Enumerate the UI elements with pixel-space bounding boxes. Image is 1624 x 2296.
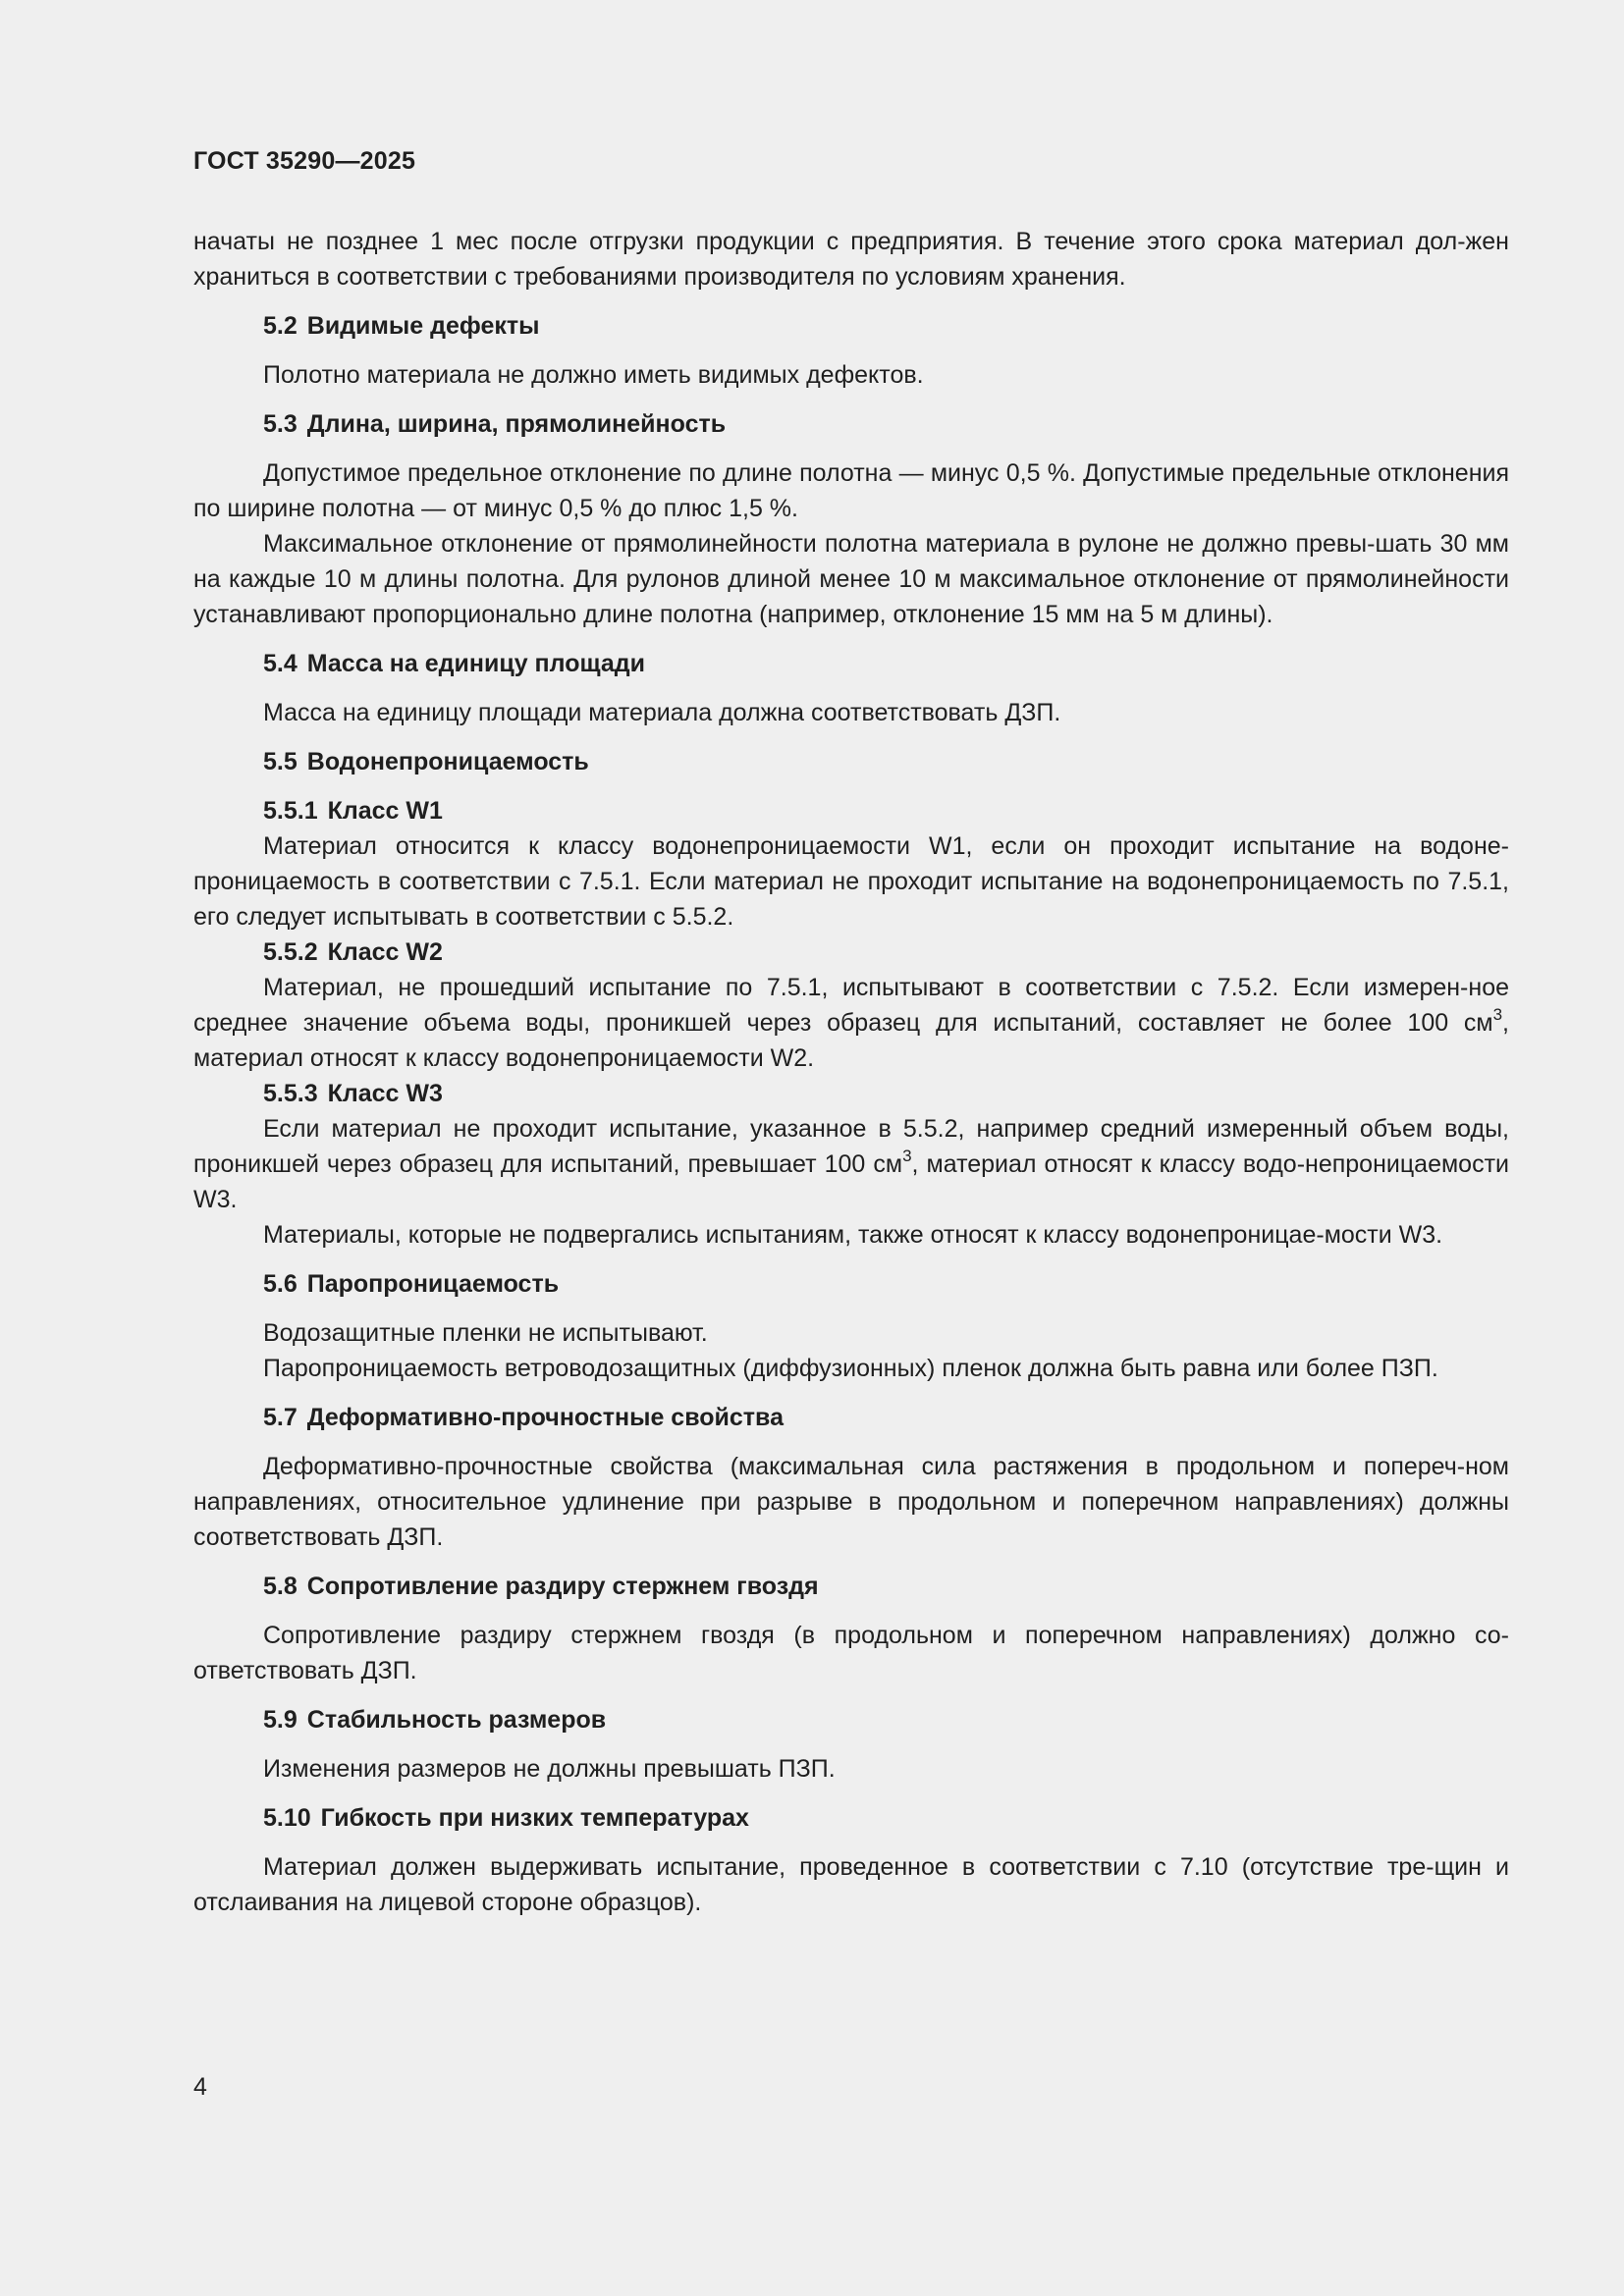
section-5-3-heading <box>193 406 1509 442</box>
section-number: 5.6 <box>263 1270 298 1298</box>
section-5-5-3-heading <box>193 1076 1509 1111</box>
section-5-6-heading <box>193 1266 1509 1302</box>
text-part: , материал относят к классу водо-непроницаемости W3. <box>193 1150 1509 1213</box>
section-title: Деформативно-прочностные свойства <box>306 1404 784 1431</box>
text-part: Если материал не проходит испытание, указанное в 5.5.2, например средний измеренный объем воды, проникшей через образец для испытаний, превышает 100 см <box>193 1115 1509 1178</box>
section-number: 5.5.2 <box>263 938 318 966</box>
section-title: Видимые дефекты <box>306 312 540 340</box>
section-5-5-2-text <box>193 970 1509 1076</box>
section-5-5-3-text-1 <box>193 1111 1509 1217</box>
section-number: 5.5.1 <box>263 797 318 825</box>
section-number: 5.4 <box>263 650 298 677</box>
section-number: 5.3 <box>263 410 298 438</box>
paragraph-intro: начаты не позднее 1 мес после отгрузки продукции с предприятия. В течение этого срока материал дол-жен храниться в соответствии с требованиями производителя по условиям хранения. <box>193 228 1509 291</box>
section-number: 5.10 <box>263 1804 311 1832</box>
text-part: Материал, не прошедший испытание по 7.5.1, испытывают в соответствии с 7.5.2. Если измерен-ное среднее значение объема воды, проникшей через образец для испытаний, составляет не более 100 см <box>193 974 1509 1037</box>
section-title: Класс W3 <box>327 1080 443 1107</box>
section-title: Водонепроницаемость <box>306 748 589 775</box>
section-5-5-2-heading <box>193 934 1509 970</box>
section-5-4-heading <box>193 646 1509 681</box>
section-5-8-heading <box>193 1569 1509 1604</box>
section-5-9-heading <box>193 1702 1509 1737</box>
section-5-8-text: Сопротивление раздиру стержнем гвоздя (в продольном и поперечном направлениях) должно со-ответствовать ДЗП. <box>193 1622 1509 1684</box>
section-number: 5.8 <box>263 1573 298 1600</box>
superscript: 3 <box>1492 1004 1503 1024</box>
section-title: Масса на единицу площади <box>306 650 646 677</box>
document-header: ГОСТ 35290—2025 <box>193 147 416 175</box>
section-title: Паропроницаемость <box>306 1270 560 1298</box>
section-number: 5.9 <box>263 1706 298 1734</box>
section-number: 5.5 <box>263 748 298 775</box>
page-number: 4 <box>193 2073 207 2101</box>
section-title: Класс W1 <box>327 797 443 825</box>
section-5-5-1-text: Материал относится к классу водонепроницаемости W1, если он проходит испытание на водоне-проницаемость в соответствии с 7.5.1. Если материал не проходит испытание на водонепроницаемость по 7.5.1, его следует испытывать в соответствии с 5.5.2. <box>193 832 1509 931</box>
section-5-2-text: Полотно материала не должно иметь видимых дефектов. <box>263 361 924 389</box>
section-5-5-3-text-2: Материалы, которые не подвергались испытаниям, также относят к классу водонепроницае-мости W3. <box>263 1221 1443 1249</box>
section-5-3-text-2: Максимальное отклонение от прямолинейности полотна материала в рулоне не должно превы-шать 30 мм на каждые 10 м длины полотна. Для рулонов длиной менее 10 м максимальное отклонение от прямолинейности устанавливают пропорционально длине полотна (например, отклонение 15 мм на 5 м длины). <box>193 530 1509 628</box>
section-5-7-text: Деформативно-прочностные свойства (максимальная сила растяжения в продольном и попереч-ном направлениях, относительное удлинение при разрыве в продольном и поперечном направлениях) должны соответствовать ДЗП. <box>193 1453 1509 1551</box>
section-number: 5.2 <box>263 312 298 340</box>
section-5-5-1-heading <box>193 793 1509 828</box>
section-number: 5.5.3 <box>263 1080 318 1107</box>
section-number: 5.7 <box>263 1404 298 1431</box>
section-title: Сопротивление раздиру стержнем гвоздя <box>306 1573 819 1600</box>
section-5-9-text: Изменения размеров не должны превышать ПЗП. <box>263 1755 836 1783</box>
section-title: Класс W2 <box>327 938 443 966</box>
section-5-3-text-1: Допустимое предельное отклонение по длине полотна — минус 0,5 %. Допустимые предельные отклонения по ширине полотна — от минус 0,5 % до плюс 1,5 %. <box>193 459 1509 522</box>
page-body <box>193 224 1509 1920</box>
section-5-7-heading <box>193 1400 1509 1435</box>
section-5-6-text-1: Водозащитные пленки не испытывают. <box>263 1319 708 1347</box>
section-5-4-text: Масса на единицу площади материала должна соответствовать ДЗП. <box>263 699 1061 726</box>
section-5-10-text: Материал должен выдерживать испытание, проведенное в соответствии с 7.10 (отсутствие тре-щин и отслаивания на лицевой стороне образцов). <box>193 1853 1509 1916</box>
section-title: Длина, ширина, прямолинейность <box>306 410 727 438</box>
section-5-10-heading <box>193 1800 1509 1836</box>
section-title: Гибкость при низких температурах <box>320 1804 749 1832</box>
section-5-6-text-2: Паропроницаемость ветроводозащитных (диффузионных) пленок должна быть равна или более ПЗП. <box>263 1355 1438 1382</box>
section-5-5-heading <box>193 744 1509 779</box>
superscript: 3 <box>902 1146 912 1165</box>
text-part: , материал относят к классу водонепроницаемости W2. <box>193 1009 1509 1072</box>
section-title: Стабильность размеров <box>306 1706 607 1734</box>
section-5-2-heading <box>193 308 1509 344</box>
